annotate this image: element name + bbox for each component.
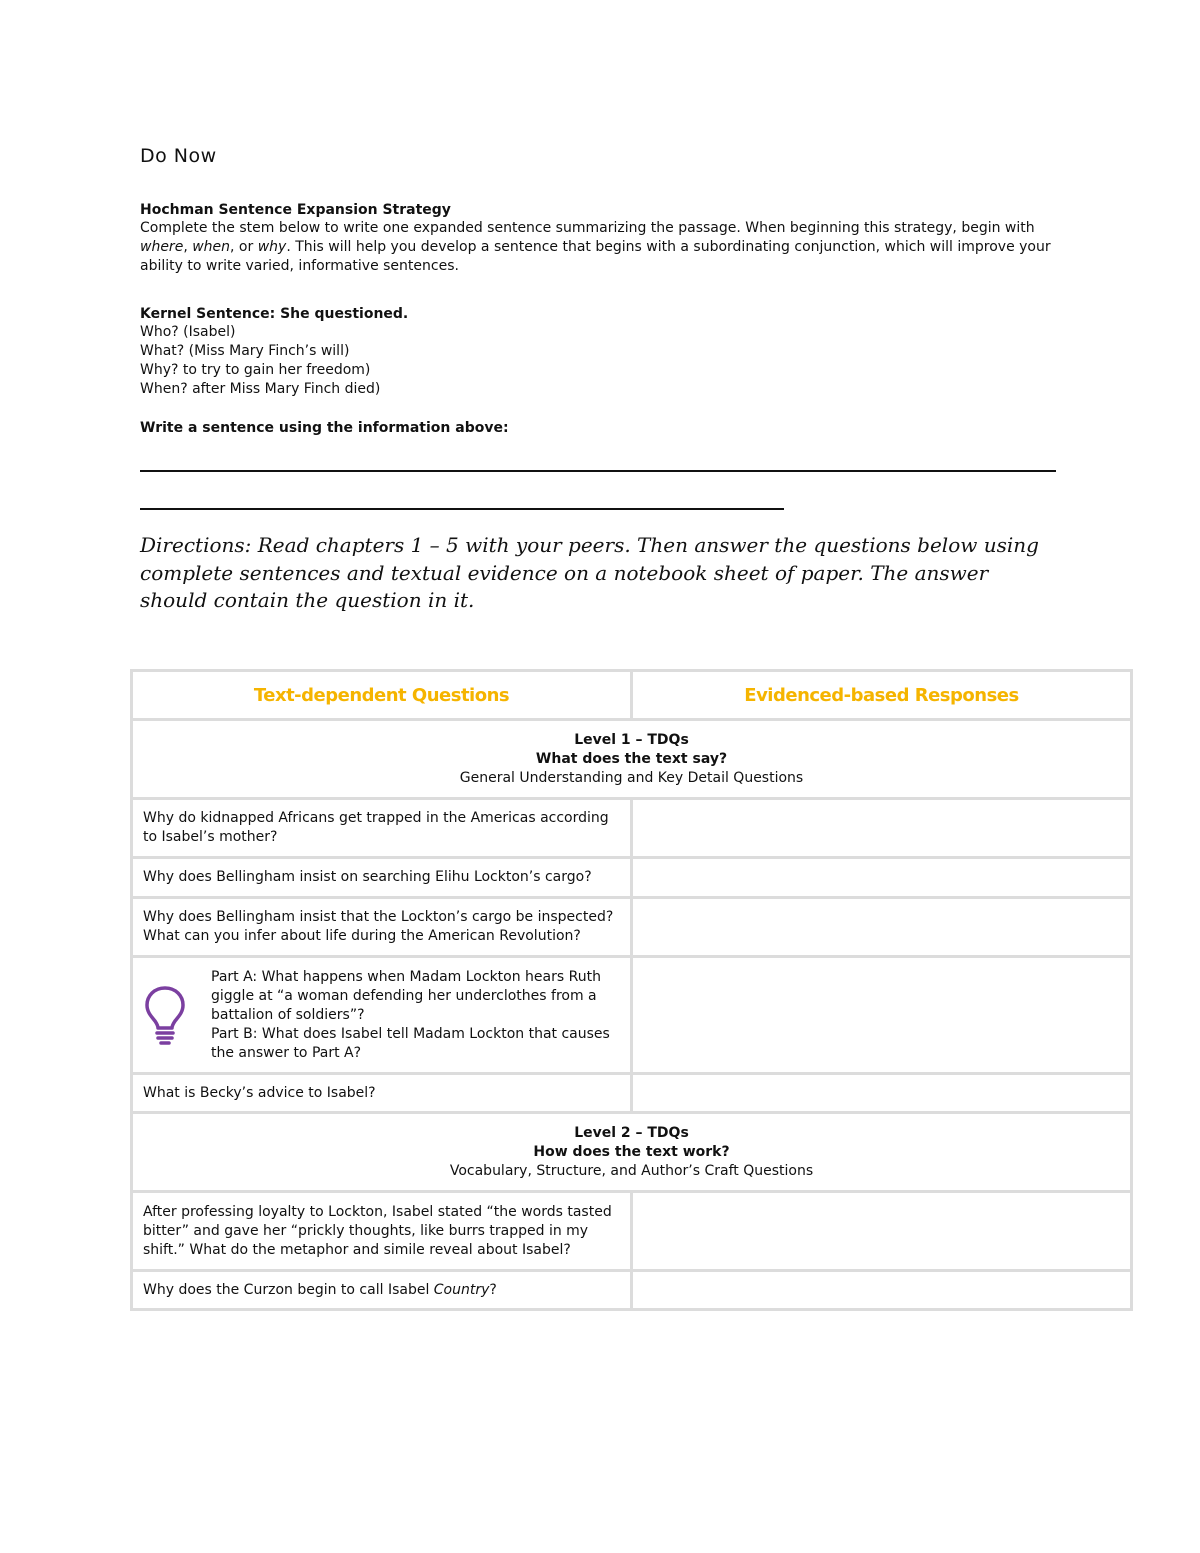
part-ab-text	[203, 968, 620, 1063]
question-cell: Why does Bellingham insist on searching Elihu Lockton’s cargo?	[132, 858, 632, 898]
kernel-item-who: Who? (Isabel)	[140, 324, 236, 340]
table-row	[132, 858, 1132, 898]
question-cell: Why do kidnapped Africans get trapped in the Americas according to Isabel’s mother?	[132, 799, 632, 858]
answer-line-1[interactable]	[140, 470, 1056, 472]
level-2-heading	[132, 1113, 1132, 1192]
table-row	[132, 1192, 1132, 1271]
part-b-question: Part B: What does Isabel tell Madam Lockton that causes the answer to Part A?	[211, 1025, 610, 1061]
table-header-row	[132, 671, 1132, 720]
strategy-title: Hochman Sentence Expansion Strategy	[140, 202, 451, 218]
question-cell-part-ab	[132, 957, 632, 1074]
level-2-description: Vocabulary, Structure, and Author’s Craft Questions	[449, 1162, 814, 1179]
table-row	[132, 957, 1132, 1074]
level-2-row	[132, 1113, 1132, 1192]
level-2-title: Level 2 – TDQs	[574, 1124, 689, 1141]
lightbulb-svg	[143, 984, 187, 1046]
part-a-question: Part A: What happens when Madam Lockton hears Ruth giggle at “a woman defending her underclothes from a battalion of soldiers”?	[211, 968, 601, 1023]
write-sentence-label: Write a sentence using the information above:	[140, 420, 509, 436]
tdq-table	[130, 669, 1133, 1311]
response-cell[interactable]	[632, 1271, 1132, 1310]
directions-text: Directions: Read chapters 1 – 5 with your peers. Then answer the questions below using complete sentences and textual evidence on a notebook sheet of paper. The answer should contain the question in it.	[140, 533, 1039, 612]
table-row	[132, 898, 1132, 957]
part-ab-wrapper	[143, 968, 620, 1063]
question-cell: After professing loyalty to Lockton, Isabel stated “the words tasted bitter” and gave her “prickly thoughts, like burrs trapped in my shift.” What do the metaphor and simile reveal about Isabel?	[132, 1192, 632, 1271]
level-1-description: General Understanding and Key Detail Questions	[459, 769, 804, 786]
question-italic-word: Country	[433, 1281, 490, 1298]
strategy-sep-1: ,	[183, 239, 193, 255]
strategy-sep-2: , or	[230, 239, 258, 255]
question-suffix: ?	[489, 1281, 497, 1298]
header-questions: Text-dependent Questions	[132, 671, 632, 720]
table-row	[132, 1271, 1132, 1310]
response-cell[interactable]	[632, 1074, 1132, 1113]
answer-line-2[interactable]	[140, 508, 784, 510]
level-1-title: Level 1 – TDQs	[574, 731, 689, 748]
table-row	[132, 1074, 1132, 1113]
kernel-item-what: What? (Miss Mary Finch’s will)	[140, 343, 350, 359]
question-cell: What is Becky’s advice to Isabel?	[132, 1074, 632, 1113]
response-cell[interactable]	[632, 1192, 1132, 1271]
response-cell[interactable]	[632, 898, 1132, 957]
kernel-sentence-title: Kernel Sentence: She questioned.	[140, 306, 409, 322]
strategy-instructions	[140, 219, 1060, 276]
kernel-item-when: When? after Miss Mary Finch died)	[140, 381, 381, 397]
do-now-title: Do Now	[140, 145, 217, 167]
question-cell	[132, 1271, 632, 1310]
strategy-why: why	[257, 239, 287, 255]
kernel-item-why: Why? to try to gain her freedom)	[140, 362, 371, 378]
header-responses: Evidenced-based Responses	[632, 671, 1132, 720]
response-cell[interactable]	[632, 799, 1132, 858]
level-1-subtitle: What does the text say?	[535, 750, 728, 767]
kernel-question-list	[140, 323, 1060, 399]
strategy-when: when	[192, 239, 231, 255]
strategy-where: where	[140, 239, 184, 255]
strategy-text-1: Complete the stem below to write one expanded sentence summarizing the passage. When beginning this strategy, begin with	[140, 220, 1035, 236]
response-cell[interactable]	[632, 858, 1132, 898]
question-cell: Why does Bellingham insist that the Lockton’s cargo be inspected? What can you infer about life during the American Revolution?	[132, 898, 632, 957]
response-cell[interactable]	[632, 957, 1132, 1074]
level-1-row	[132, 720, 1132, 799]
question-prefix: Why does the Curzon begin to call Isabel	[143, 1281, 434, 1298]
table-row	[132, 799, 1132, 858]
level-2-subtitle: How does the text work?	[533, 1143, 730, 1160]
strategy-text-2: . This will help you develop a sentence that begins with a subordinating conjunction, which will improve your ability to write varied, informative sentences.	[140, 239, 1051, 274]
level-1-heading	[132, 720, 1132, 799]
lightbulb-icon	[143, 968, 203, 1052]
